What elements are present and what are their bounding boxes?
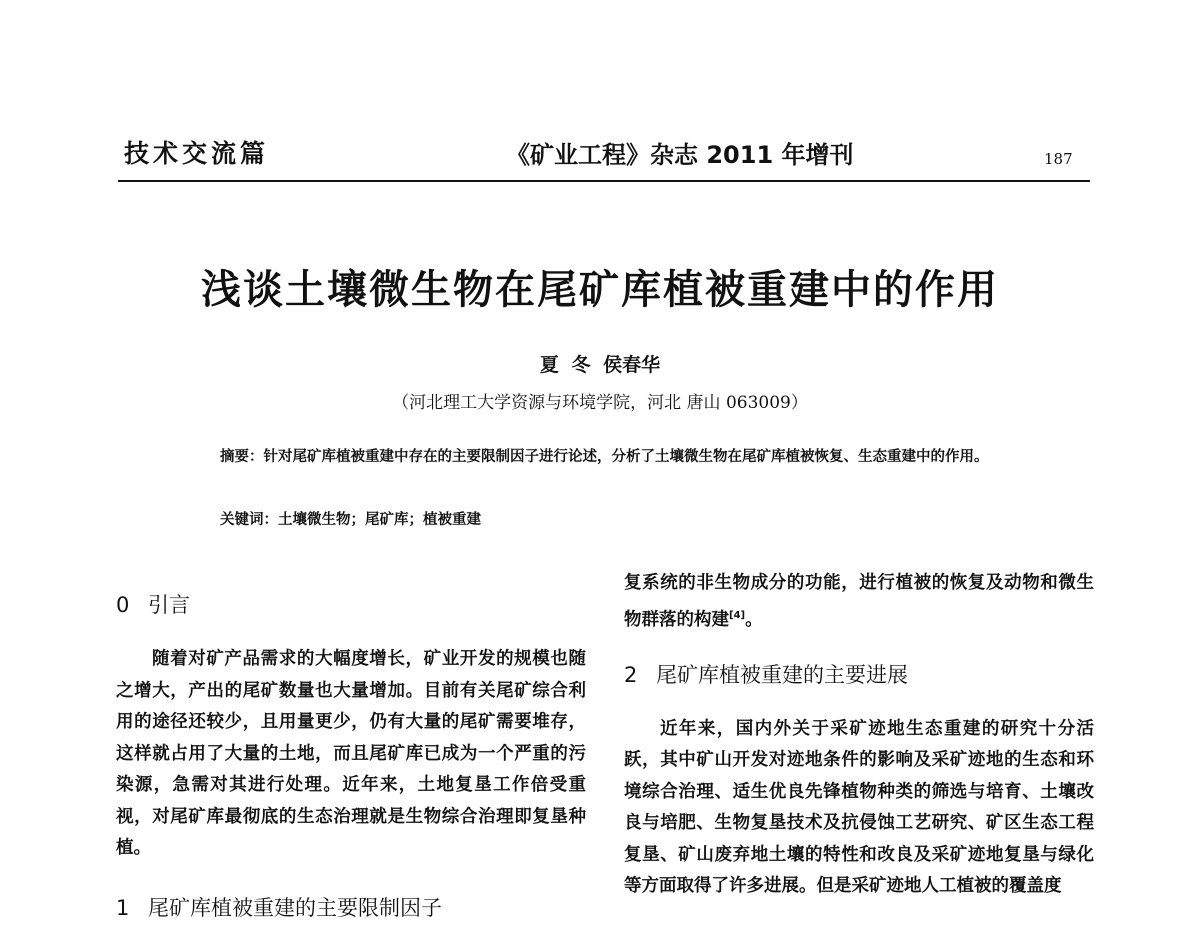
abstract: 摘要：针对尾矿库植被重建中存在的主要限制因子进行论述，分析了土壤微生物在尾矿库植被恢复、生态重建中的作用。 [220, 449, 989, 465]
header-rule [118, 180, 1090, 182]
continued-paragraph-text: 复系统的非生物成分的功能，进行植被的恢复及动物和微生物群落的构建 [624, 573, 1094, 630]
running-header-section: 技术交流篇 [124, 139, 270, 168]
keywords: 关键词：土壤微生物；尾矿库；植被重建 [220, 512, 481, 528]
running-header-journal: 《矿业工程》杂志 2011 年增刊 [506, 141, 854, 169]
continued-paragraph [624, 568, 1094, 636]
section-heading-limiting-factors: 1 尾矿库植被重建的主要限制因子 [116, 895, 443, 920]
citation-ref: [4] [729, 609, 746, 621]
progress-paragraph: 近年来，国内外关于采矿迹地生态重建的研究十分活跃，其中矿山开发对迹地条件的影响及采矿迹地的生态和环境综合治理、适生优良先锋植物种类的筛选与培育、土壤改良与培肥、生物复垦技术及抗侵蚀工艺研究、矿区生态工程复垦、矿山废弃地土壤的特性和改良及采矿迹地复垦与绿化等方面取得了许多进展。但是采矿迹地人工植被的覆盖度 [624, 718, 1094, 897]
section-heading-introduction: 0 引言 [116, 593, 191, 617]
article-title: 浅谈土壤微生物在尾矿库植被重建中的作用 [201, 266, 999, 313]
continued-paragraph-end: 。 [745, 609, 763, 630]
page-number: 187 [1044, 150, 1073, 168]
body-column-left [116, 568, 586, 923]
introduction-paragraph: 随着对矿产品需求的大幅度增长，矿业开发的规模也随之增大，产出的尾矿数量也大量增加。目前有关尾矿综合利用的途径还较少，且用量更少，仍有大量的尾矿需要堆存，这样就占用了大量的土地，而且尾矿库已成为一个严重的污染源，急需对其进行处理。近年来，土地复垦工作倍受重视，对尾矿库最彻底的生态治理就是生物综合治理即复垦种植。 [116, 649, 586, 858]
section-heading-progress: 2 尾矿库植被重建的主要进展 [624, 662, 909, 687]
article-affiliation: （河北理工大学资源与环境学院，河北 唐山 063009） [392, 393, 808, 413]
article-authors: 夏 冬 侯春华 [539, 354, 661, 376]
body-column-right [624, 568, 1094, 903]
